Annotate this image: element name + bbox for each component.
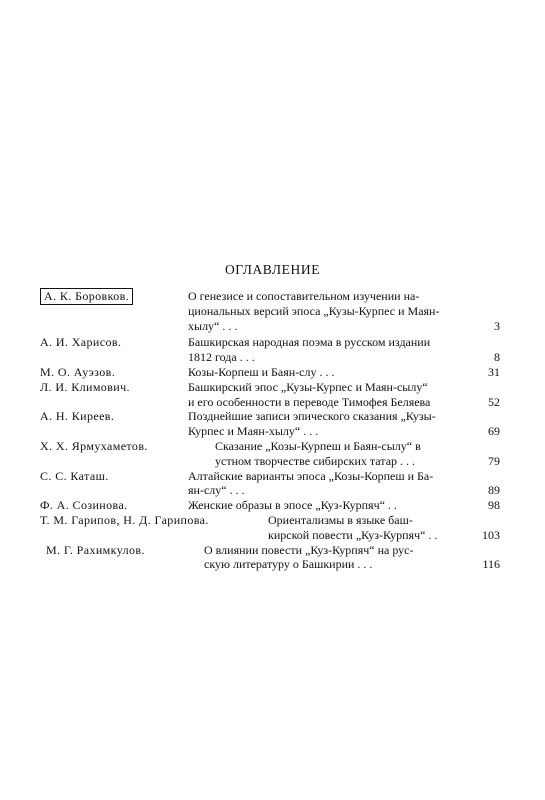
toc-author: М. О. Ауэзов. [40, 364, 116, 379]
toc-title-line: О генезисе и сопоставительном изучении на- [188, 289, 420, 303]
page-title: ОГЛАВЛЕНИЕ [224, 262, 321, 277]
toc-author: Ф. А. Созинова. [40, 498, 128, 513]
toc-page-number: 3 [494, 318, 500, 333]
toc-title-line: Козы-Корпеш и Баян-слу . . . [188, 364, 335, 379]
toc-title-line: устном творчестве сибирских татар . . . [215, 453, 416, 468]
toc-entry [40, 498, 500, 513]
toc-page-number: 79 [488, 453, 500, 468]
toc-title-line: О влиянии повести „Куз-Курпяч“ на рус- [204, 542, 414, 557]
toc-page-number: 69 [488, 424, 500, 439]
toc-title-line: кирской повести „Куз-Курпяч“ . . [268, 527, 438, 542]
toc-entry [40, 380, 500, 410]
toc-title-line: Алтайские варианты эпоса „Козы-Корпеш и Ба- [188, 468, 434, 483]
toc-title-line: Башкирская народная поэма в русском издании [188, 335, 431, 350]
toc-title-line: хылу“ . . . [188, 318, 238, 333]
toc-title-line: и его особенности в переводе Тимофея Беляева [188, 394, 431, 409]
toc-title-line: Курпес и Маян-хылу“ . . . [188, 424, 319, 439]
toc-author: Л. И. Климович. [40, 379, 130, 394]
toc-entry [40, 513, 500, 543]
toc-title-line: Позднейшие записи эпического сказания „Кузы- [188, 409, 436, 424]
toc-entry [40, 469, 500, 499]
toc-page-number: 103 [482, 527, 500, 542]
toc-title-line: Ориентализмы в языке баш- [268, 512, 413, 527]
toc-entry [40, 289, 500, 333]
toc-entry [40, 543, 500, 573]
toc-entry [40, 439, 500, 469]
toc-page-number: 31 [488, 364, 500, 379]
toc-title-line: Сказание „Козы-Курпеш и Баян-сылу“ в [215, 438, 421, 453]
toc-title-line: ян-слу“ . . . [188, 483, 245, 498]
toc-page-number: 98 [488, 498, 500, 513]
toc-entry [40, 335, 500, 365]
toc-page-number: 89 [488, 483, 500, 498]
toc-author: Т. М. Гарипов, Н. Д. Гарипова. [40, 512, 209, 527]
toc-title-line: Башкирский эпос „Кузы-Курпес и Маян-сылу“ [188, 379, 428, 394]
toc-title-line: Женские образы в эпосе „Куз-Курпяч“ . . [188, 498, 397, 513]
toc-entry [40, 365, 500, 380]
toc-author: А. К. Боровков. [40, 288, 133, 305]
toc-author: С. С. Каташ. [40, 468, 109, 483]
toc-author: М. Г. Рахимкулов. [46, 542, 145, 557]
toc-author: А. Н. Киреев. [40, 409, 115, 424]
toc-author: А. И. Харисов. [40, 335, 122, 350]
toc-title-line: 1812 года . . . [188, 350, 255, 365]
toc-entry [40, 409, 500, 439]
toc-page-number: 52 [488, 394, 500, 409]
table-of-contents [40, 289, 500, 572]
toc-author: Х. Х. Ярмухаметов. [40, 438, 148, 453]
toc-page-number: 116 [482, 557, 500, 572]
toc-title-line: скую литературу о Башкирии . . . [204, 557, 373, 572]
toc-title-line: циональных версий эпоса „Кузы-Курпес и Маян- [188, 303, 440, 318]
toc-page-number: 8 [494, 350, 500, 365]
